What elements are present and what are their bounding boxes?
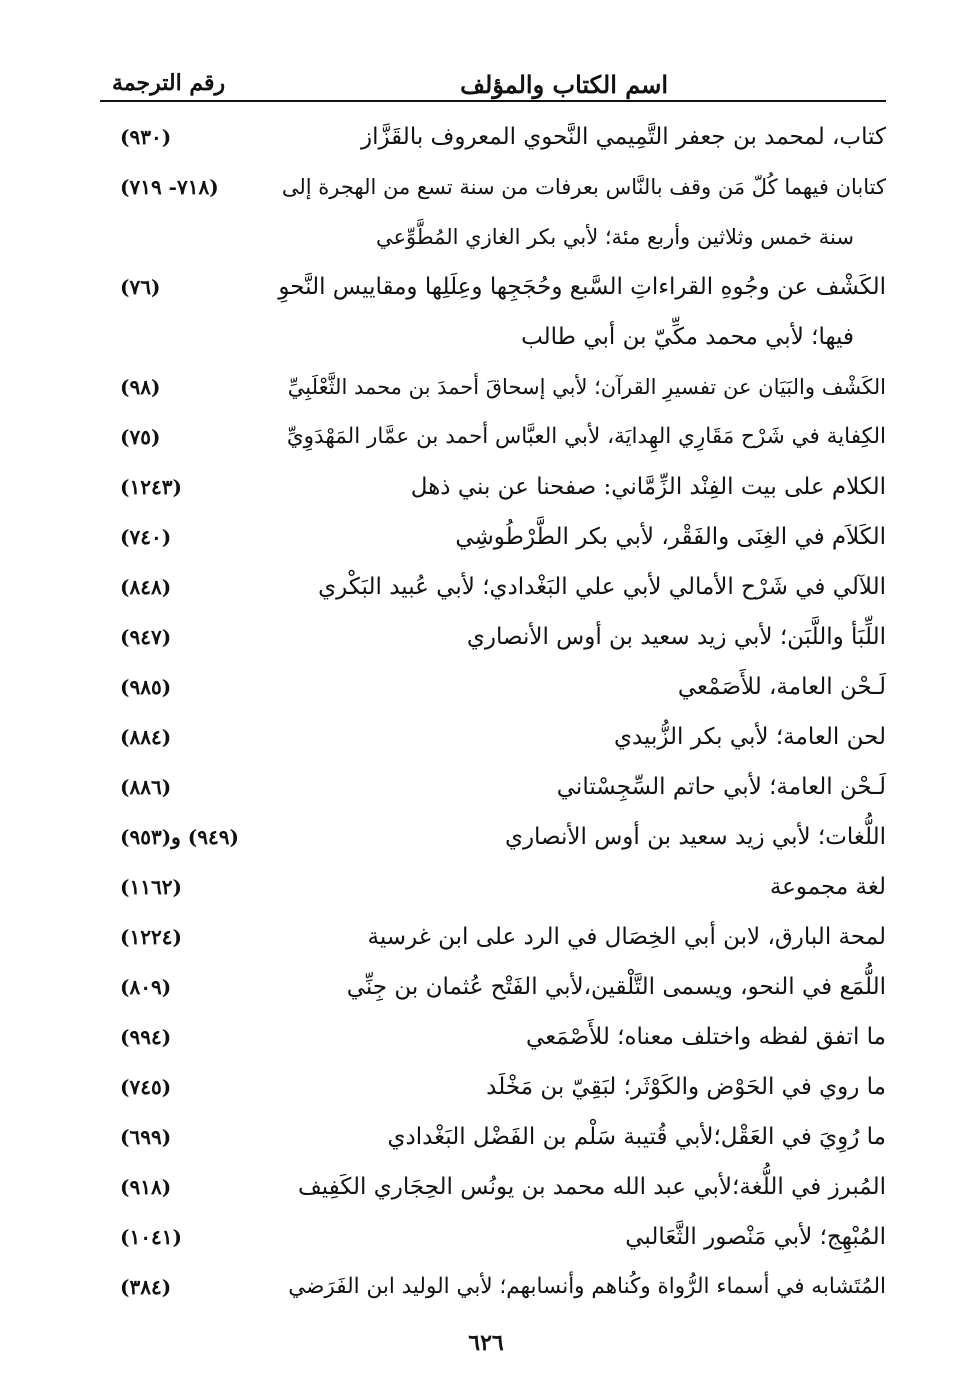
entry-number: (٧٦): [120, 275, 161, 299]
entry-title-line: الكَشْف والبَيَان عن تفسيرِ القرآن؛ لأبي إسحاقَ أحمدَ بن محمد الثَّعْلَبِيِّ: [287, 375, 886, 399]
list-item: [100, 962, 886, 1012]
entry-title-line: لَـحْن العامة، للأَصَمْعي: [677, 674, 886, 700]
header-title: اسم الكتاب والمؤلف: [460, 70, 668, 99]
entry-title: [276, 1162, 886, 1212]
entry-title-line: المُتَشابه في أسماء الرُّواة وكُناهم وأنسابهم؛ لأبي الوليد ابن الفَرَضي: [288, 1274, 886, 1299]
entry-number: (٩٩٤): [120, 1025, 172, 1049]
entry-number: (٩٨): [120, 375, 161, 399]
entry-title: [276, 362, 886, 412]
header-number-label: رقم الترجمة: [112, 70, 226, 96]
entry-title: [276, 912, 886, 962]
entry-title-line: الكِفاية في شَرْح مَقَارِي الهِدايَة، لأبي العبَّاس أحمد بن عمَّار المَهْدَوِيِّ: [286, 424, 886, 449]
entry-title-line: اللآلي في شَرْح الأمالي لأبي علي البَغْدادي؛ لأبي عُبيد البَكْري: [318, 574, 886, 600]
entry-title-continuation: سنة خمس وثلاثين وأربع مئة؛ لأبي بكر الغازي المُطَّوِّعي: [375, 225, 854, 249]
entry-title-line: الكَلاَم في الغِنَى والفَقْر، لأبي بكر الطَّرْطُوشِي: [455, 524, 886, 550]
entry-title: [276, 512, 886, 562]
entry-title: [276, 1212, 886, 1262]
entry-number: (٧٤٠): [120, 525, 172, 549]
entry-title: [276, 162, 886, 262]
list-item: [100, 862, 886, 912]
list-item: [100, 112, 886, 162]
entry-title-line: المُبرز في اللُّغة؛لأبي عبد الله محمد بن يونُس الحِجَاري الكَفِيف: [297, 1174, 886, 1200]
list-item: [100, 912, 886, 962]
entry-number: (٧٤٥): [120, 1075, 172, 1099]
entry-title-line: كتاب، لمحمد بن جعفر التَّمِيمي النَّحوي المعروف بالقَزَّاز: [360, 124, 886, 150]
entry-title: [276, 662, 886, 712]
entry-title: [276, 1262, 886, 1312]
entry-number: (١٢٤٣): [120, 475, 182, 499]
list-item: [100, 462, 886, 512]
entry-number: (٩٤٩) و(٩٥٣): [120, 825, 239, 849]
entry-title: [276, 112, 886, 162]
entry-list: [100, 112, 886, 1312]
entry-title-line: الكلام على بيت الفِنْد الزِّمَّاني: صفحنا عن بني ذهل: [410, 474, 886, 500]
list-item: [100, 262, 886, 362]
entry-title: [276, 862, 886, 912]
entry-title-line: لَـحْن العامة؛ لأبي حاتم السِّجِسْتاني: [556, 774, 886, 800]
table-header: [100, 70, 886, 104]
entry-title-continuation: فيها؛ لأبي محمد مكِّيّ بن أبي طالب: [521, 324, 854, 350]
list-item: [100, 1212, 886, 1262]
list-item: [100, 412, 886, 462]
list-item: [100, 562, 886, 612]
list-item: [100, 1262, 886, 1312]
list-item: [100, 362, 886, 412]
list-item: [100, 612, 886, 662]
entry-title-line: ما اتفق لفظه واختلف معناه؛ للأَصْمَعي: [526, 1024, 886, 1050]
entry-number: (١٢٢٤): [120, 925, 182, 949]
entry-title: [276, 1062, 886, 1112]
entry-title-line: الكَشْف عن وجُوهِ القراءاتِ السَّبع وحُجَجِها وعِلَلِها ومقاييس النَّحوِ: [278, 274, 886, 300]
entry-number: (١٠٤١): [120, 1225, 182, 1249]
entry-number: (٩١٨): [120, 1175, 172, 1199]
entry-number: (٨٨٤): [120, 725, 172, 749]
entry-number: (٦٩٩): [120, 1125, 172, 1149]
list-item: [100, 1012, 886, 1062]
entry-number: (٧٥): [120, 425, 161, 449]
list-item: [100, 762, 886, 812]
entry-title: [276, 812, 886, 862]
entry-title: [276, 962, 886, 1012]
entry-title-line: لغة مجموعة: [769, 874, 886, 900]
entry-title: [276, 1012, 886, 1062]
entry-title: [276, 712, 886, 762]
entry-number: (٩٣٠): [120, 125, 172, 149]
list-item: [100, 712, 886, 762]
list-item: [100, 1162, 886, 1212]
list-item: [100, 1112, 886, 1162]
entry-title: [276, 562, 886, 612]
list-item: [100, 662, 886, 712]
entry-number: (١١٦٢): [120, 875, 182, 899]
entry-title: [276, 1112, 886, 1162]
entry-title-line: المُبْهِج؛ لأبي مَنْصور الثَّعَالبي: [625, 1224, 886, 1250]
entry-title: [276, 612, 886, 662]
entry-title: [276, 262, 886, 362]
entry-title: [276, 412, 886, 462]
entry-number: (٣٨٤): [120, 1275, 172, 1299]
entry-number: (٧١٨- ٧١٩): [120, 175, 219, 199]
entry-title-line: اللِّبَأ واللَّبَن؛ لأبي زيد سعيد بن أوس الأنصاري: [466, 624, 886, 650]
entry-title-line: ما رُوِيَ في العَقْل؛لأبي قُتيبة سَلْم بن الفَضْل البَغْدادي: [387, 1124, 886, 1150]
page-number: ٦٢٦: [468, 1330, 504, 1356]
entry-title-line: ما روي في الحَوْض والكَوْثَر؛ لبَقِيّ بن مَخْلَد: [486, 1074, 886, 1100]
entry-number: (٨٤٨): [120, 575, 172, 599]
entry-number: (٨٠٩): [120, 975, 172, 999]
header-divider: [100, 100, 886, 102]
list-item: [100, 162, 886, 262]
entry-number: (٨٨٦): [120, 775, 172, 799]
entry-number: (٩٤٧): [120, 625, 172, 649]
entry-number: (٩٨٥): [120, 675, 172, 699]
list-item: [100, 812, 886, 862]
entry-title-line: لمحة البارق، لابن أبي الخِصَال في الرد على ابن غرسية: [367, 924, 886, 950]
entry-title-line: اللُّمَع في النحو، ويسمى التَّلْقين،لأبي الفَتْح عُثمان بن جِنِّي: [346, 974, 886, 1000]
list-item: [100, 512, 886, 562]
entry-title-line: اللُّغات؛ لأبي زيد سعيد بن أوس الأنصاري: [504, 824, 886, 850]
entry-title: [276, 462, 886, 512]
entry-title: [276, 762, 886, 812]
entry-title-line: لحن العامة؛ لأبي بكر الزُّبيدي: [613, 724, 886, 750]
entry-title-line: كتابان فيهما كُلّ مَن وقف بالنَّاس بعرفات من سنة تسع من الهجرة إلى: [281, 175, 886, 199]
list-item: [100, 1062, 886, 1112]
